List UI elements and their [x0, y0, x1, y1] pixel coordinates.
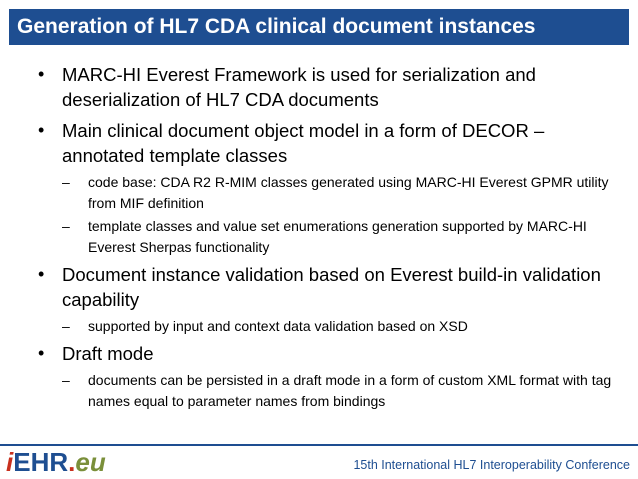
- bullet-icon: •: [38, 264, 45, 284]
- dash-icon: –: [62, 174, 70, 190]
- iehr-logo: [6, 448, 106, 476]
- bullet-icon: •: [38, 343, 45, 363]
- sub-bullet-text: template classes and value set enumerations generation supported by MARC-HI Everest Sherpas functionality: [88, 218, 587, 255]
- bullet-item: [38, 341, 623, 366]
- bullet-item: [38, 118, 623, 168]
- bullet-text: Document instance validation based on Everest build-in validation capability: [62, 264, 601, 310]
- sub-bullet-text: documents can be persisted in a draft mode in a form of custom XML format with tag names equal to parameter names from bindings: [88, 372, 612, 409]
- sub-bullet-text: code base: CDA R2 R-MIM classes generated using MARC-HI Everest GPMR utility from MIF definition: [88, 174, 609, 211]
- bullet-list: [38, 62, 623, 416]
- bullet-icon: •: [38, 120, 45, 140]
- conference-name: 15th International HL7 Interoperability Conference: [353, 458, 630, 472]
- logo-dot: .: [68, 447, 76, 477]
- dash-icon: –: [62, 318, 70, 334]
- dash-icon: –: [62, 218, 70, 234]
- bullet-text: Draft mode: [62, 343, 154, 364]
- bullet-item: [38, 262, 623, 312]
- bullet-icon: •: [38, 64, 45, 84]
- sub-bullet-item: [38, 172, 623, 214]
- slide-title: Generation of HL7 CDA clinical document instances: [9, 9, 629, 45]
- bullet-item: [38, 62, 623, 112]
- dash-icon: –: [62, 372, 70, 388]
- logo-ehr: EHR: [13, 447, 69, 477]
- bullet-text: Main clinical document object model in a form of DECOR – annotated template classes: [62, 120, 545, 166]
- sub-bullet-item: [38, 216, 623, 258]
- logo-eu: eu: [75, 447, 106, 477]
- sub-bullet-text: supported by input and context data validation based on XSD: [88, 318, 468, 334]
- logo-i: i: [6, 447, 14, 477]
- footer-divider: [0, 444, 638, 446]
- bullet-text: MARC-HI Everest Framework is used for serialization and deserialization of HL7 CDA documents: [62, 64, 536, 110]
- sub-bullet-item: [38, 370, 623, 412]
- sub-bullet-item: [38, 316, 623, 337]
